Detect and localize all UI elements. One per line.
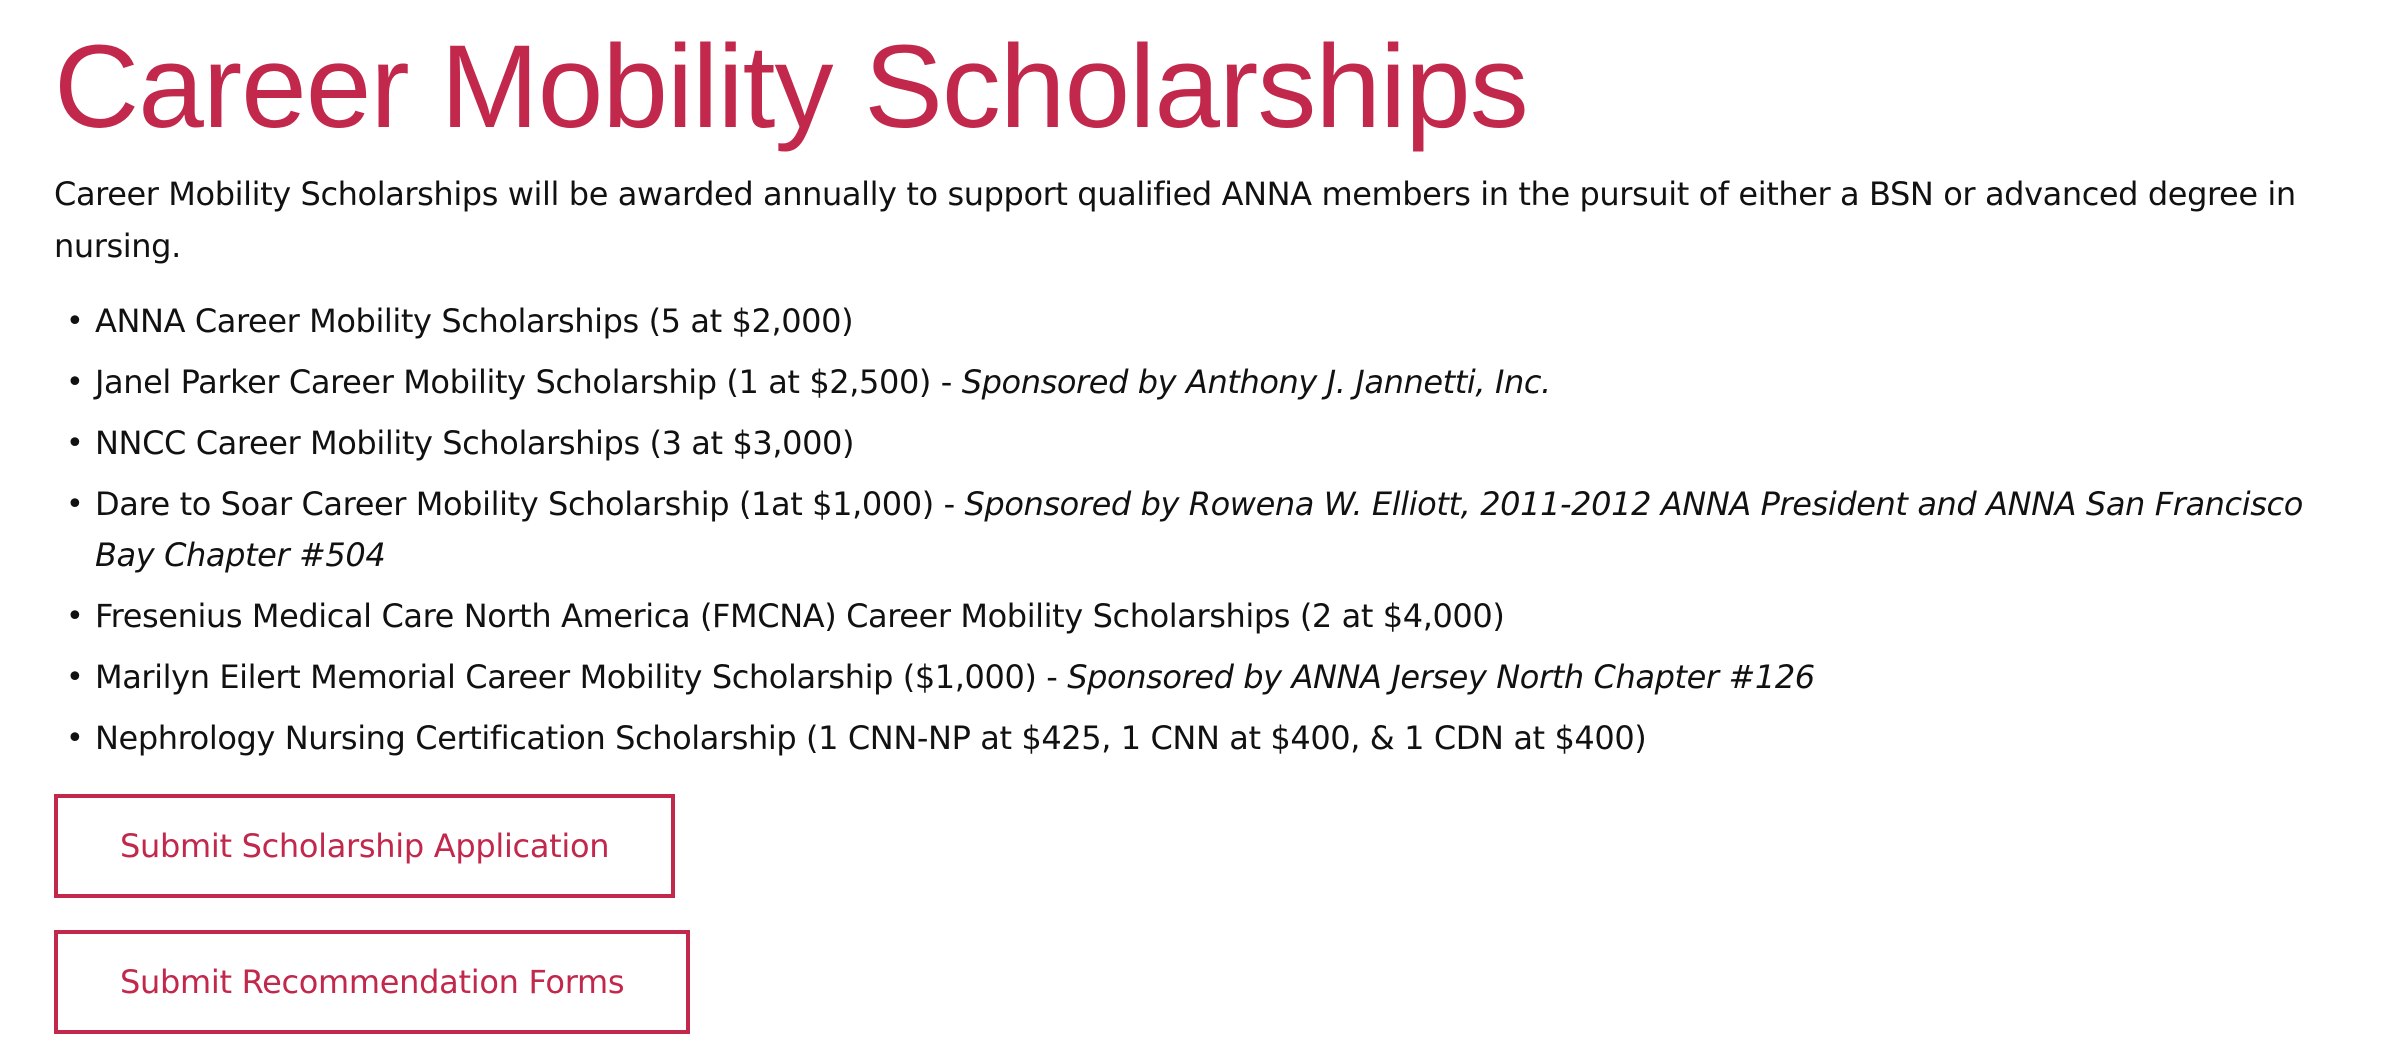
scholarship-sponsor: Sponsored by ANNA Jersey North Chapter #126 [1067, 658, 1815, 696]
list-item [66, 591, 2345, 642]
submit-scholarship-application-button[interactable]: Submit Scholarship Application [54, 794, 675, 898]
scholarship-text: NNCC Career Mobility Scholarships (3 at $3,000) [95, 424, 855, 462]
scholarship-sponsor: Sponsored by Anthony J. Jannetti, Inc. [961, 363, 1551, 401]
submit-recommendation-forms-button[interactable]: Submit Recommendation Forms [54, 930, 690, 1034]
list-item [66, 713, 2345, 764]
scholarship-text: ANNA Career Mobility Scholarships (5 at $2,000) [95, 302, 854, 340]
bullet-icon: • [66, 304, 84, 339]
main-content [54, 0, 2354, 1034]
intro-paragraph: Career Mobility Scholarships will be awarded annually to support qualified ANNA members in the pursuit of either a BSN or advanced degree in nursing. [54, 175, 2296, 265]
scholarship-text: Fresenius Medical Care North America (FMCNA) Career Mobility Scholarships (2 at $4,000) [95, 597, 1505, 635]
recommendation-button-row [54, 930, 2354, 1034]
bullet-icon: • [66, 426, 84, 461]
scholarship-sponsor: Sponsored by Rowena W. Elliott, 2011-2012 ANNA President and ANNA San Francisco Bay Chapter #504 [95, 485, 2303, 574]
list-item [66, 652, 2345, 703]
bullet-icon: • [66, 365, 84, 400]
scholarship-list [54, 296, 2354, 764]
bullet-icon: • [66, 660, 84, 695]
scholarship-text: Nephrology Nursing Certification Scholarship (1 CNN-NP at $425, 1 CNN at $400, & 1 CDN at $400) [95, 719, 1647, 757]
scholarship-text: Dare to Soar Career Mobility Scholarship (1at $1,000) - [95, 485, 965, 523]
list-item [66, 357, 2345, 408]
scholarship-text: Janel Parker Career Mobility Scholarship (1 at $2,500) - [95, 363, 962, 401]
list-item [66, 479, 2345, 581]
bullet-icon: • [66, 721, 84, 756]
list-item [66, 418, 2345, 469]
bullet-icon: • [66, 599, 84, 634]
page-title: Career Mobility Scholarships [54, 21, 1528, 153]
application-button-row [54, 794, 2354, 898]
list-item [66, 296, 2345, 347]
bullet-icon: • [66, 487, 84, 522]
scholarship-text: Marilyn Eilert Memorial Career Mobility Scholarship ($1,000) - [95, 658, 1068, 696]
